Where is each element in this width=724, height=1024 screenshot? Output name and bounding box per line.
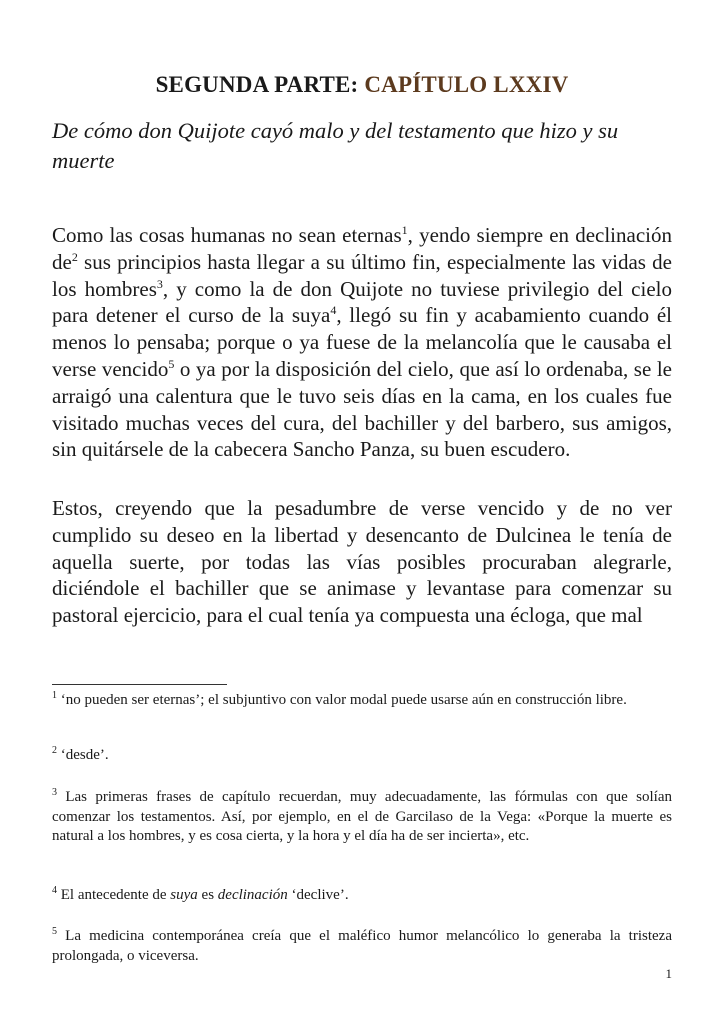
footnote-ref-3[interactable]: 3 <box>156 276 163 291</box>
paragraph-2: Estos, creyendo que la pesadumbre de verse vencido y de no ver cumplido su deseo en la libertad y desencanto de Dulcinea le tenía de aquella suerte, por todas las vías posibles procuraban alegrarle, diciéndole el bachiller que se animase y levantase para comenzar su pastoral ejercicio, para el cual tenía ya compuesta una écloga, que mal <box>52 496 672 628</box>
footnote-text: ‘declive’. <box>287 887 349 903</box>
footnote-italic-term: declinación <box>217 887 288 903</box>
p1-seg-5: , llegó su fin y acabamiento cuando él menos lo pensaba; porque o ya fuese de la melancolía que le causaba el verse vencido <box>52 303 672 381</box>
footnote-ref-5[interactable]: 5 <box>168 356 175 371</box>
footnote-text: La medicina contemporánea creía que el maléfico humor melancólico lo generaba la tristeza prolongada, o viceversa. <box>52 928 672 964</box>
chapter-subtitle: De cómo don Quijote cayó malo y del testamento que hizo y su muerte <box>52 118 619 173</box>
document-page <box>52 0 672 1024</box>
p1-seg-2: , yendo siempre en declinación de <box>52 223 672 274</box>
footnote-ref-1[interactable]: 1 <box>401 223 408 237</box>
footnote-number: 3 <box>52 787 57 798</box>
footnote-2 <box>52 746 672 766</box>
footnote-number: 4 <box>52 885 57 896</box>
footnote-text: ‘desde’. <box>57 747 109 763</box>
footnote-italic-term: suya <box>170 887 198 903</box>
footnote-5 <box>52 927 672 966</box>
footnote-separator <box>52 684 227 685</box>
p1-seg-6: o ya por la disposición del cielo, que así lo ordenaba, se le arraigó una calentura que le tuvo seis días en la cama, en los cuales fue visitado muchas veces del cura, del bachiller y del barbero, sus amigos, sin quitársele de la cabecera Sancho Panza, su buen escudero. <box>52 356 672 462</box>
part-label: SEGUNDA PARTE: <box>155 72 359 97</box>
p1-seg-1: Como las cosas humanas no sean eternas <box>52 223 402 247</box>
footnote-3 <box>52 788 672 847</box>
footnote-text: es <box>197 887 218 903</box>
footnote-4 <box>52 886 672 906</box>
footnote-1 <box>52 691 672 711</box>
footnote-number: 5 <box>52 926 57 937</box>
footnote-text: El antecedente de <box>57 887 171 903</box>
footnote-number: 2 <box>52 745 57 756</box>
p1-seg-3: sus principios hasta llegar a su último fin, especialmente las vidas de los hombres <box>52 249 672 301</box>
footnote-text: ‘no pueden ser eternas’; el subjuntivo con valor modal puede usarse aún en construcción libre. <box>57 692 627 708</box>
footnote-text: Las primeras frases de capítulo recuerdan, muy adecuadamente, las fórmulas con que solían comenzar los testamentos. Así, por ejemplo, en el de Garcilaso de la Vega: «Porque la muerte es natural a los hombres, y es cosa cierta, y la hora y el día ha de ser incierta», etc. <box>52 789 672 844</box>
chapter-heading <box>52 72 672 98</box>
footnote-ref-4[interactable]: 4 <box>330 303 337 318</box>
footnote-number: 1 <box>52 690 57 701</box>
paragraph-1 <box>52 222 672 463</box>
p1-seg-4: , y como la de don Quijote no tuviese privilegio del cielo para detener el curso de la suya <box>52 276 672 328</box>
chapter-label: CAPÍTULO LXXIV <box>364 72 569 97</box>
page-number: 1 <box>665 966 672 981</box>
footnote-ref-2[interactable]: 2 <box>71 249 78 264</box>
